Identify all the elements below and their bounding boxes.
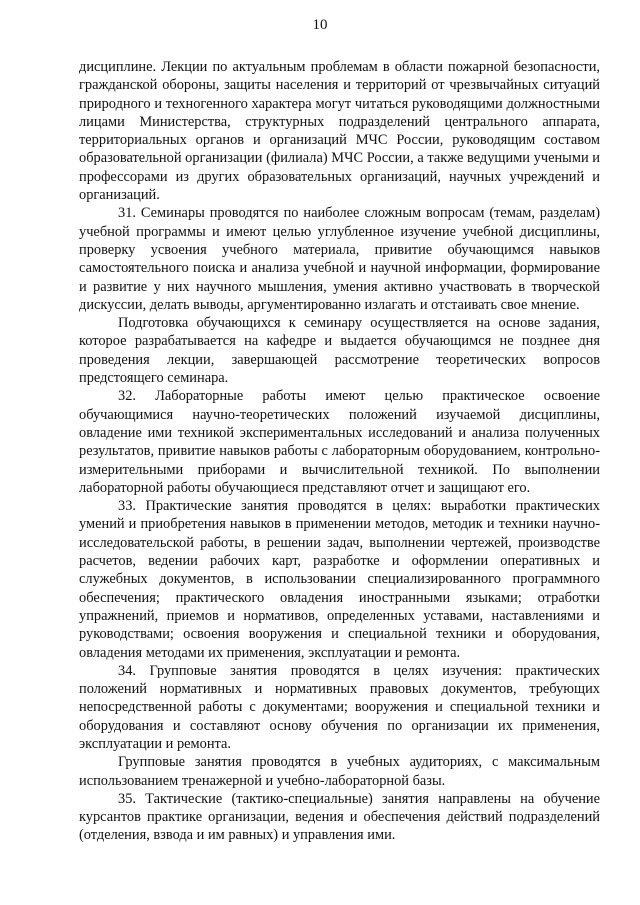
paragraph-32-laboratory-work: 32. Лабораторные работы имеют целью практическое освоение обучающимися научно-теоретических положений изучаемой дисциплины, овладение ими техникой экспериментальных исследований и анализа полученных результатов, привитие навыков работы с лабораторным оборудованием, контрольно-измерительными приборами и вычислительной техникой. По выполнении лабораторной работы обучающиеся представляют отчет и защищают его. (79, 388, 600, 496)
paragraph-35-tactical-classes: 35. Тактические (тактико-специальные) занятия направлены на обучение курсантов практике организации, ведения и обеспечения действий подразделений (отделения, взвода и им равных) и управления ими. (79, 790, 600, 844)
paragraph-group-classes-location: Групповые занятия проводятся в учебных аудиториях, с максимальным использованием тренажерной и учебно-лабораторной базы. (79, 754, 600, 789)
paragraph-31-seminars: 31. Семинары проводятся по наиболее сложным вопросам (темам, разделам) учебной программы и имеют целью углубленное изучение учебной дисциплины, проверку усвоения учебного материала, привитие обучающимся навыков самостоятельного поиска и анализа учебной и научной информации, формирование и развитие у них научного мышления, умения активно участвовать в творческой дискуссии, делать выводы, аргументированно излагать и отстаивать свое мнение. (79, 205, 600, 313)
paragraph-34-group-classes: 34. Групповые занятия проводятся в целях изучения: практических положений нормативных и нормативных правовых документов, требующих непосредственной работы с документами; вооружения и специальной техники и оборудования и составляют основу обучения по организации их применения, эксплуатации и ремонта. (79, 662, 600, 752)
document-body (79, 58, 600, 845)
paragraph-seminar-preparation: Подготовка обучающихся к семинару осуществляется на основе задания, которое разрабатывается на кафедре и выдается обучающимся не позднее дня проведения лекции, завершающей рассмотрение теоретических вопросов предстоящего семинара. (79, 315, 600, 387)
page-number: 10 (312, 17, 328, 33)
paragraph-lectures-continuation: дисциплине. Лекции по актуальным проблемам в области пожарной безопасности, гражданской обороны, защиты населения и территорий от чрезвычайных ситуаций природного и техногенного характера могут читаться руководящими должностными лицами Министерства, структурных подразделений центрального аппарата, территориальных органов и организаций МЧС России, руководящим составом образовательной организации (филиала) МЧС России, а также ведущими учеными и профессорами из других образовательных организаций, научных учреждений и организаций. (79, 59, 600, 204)
paragraph-33-practical-classes: 33. Практические занятия проводятся в целях: выработки практических умений и приобретения навыков в применении методов, методик и техники научно-исследовательской работы, в решении задач, выполнении чертежей, производстве расчетов, ведении рабочих карт, разработке и оформлении оперативных и служебных документов, в использовании специализированного программного обеспечения; практического овладения иностранными языками; отработки упражнений, приемов и нормативов, определенных уставами, наставлениями и руководствами; освоения вооружения и специальной техники и оборудования, овладения методами их применения, эксплуатации и ремонта. (79, 498, 600, 661)
